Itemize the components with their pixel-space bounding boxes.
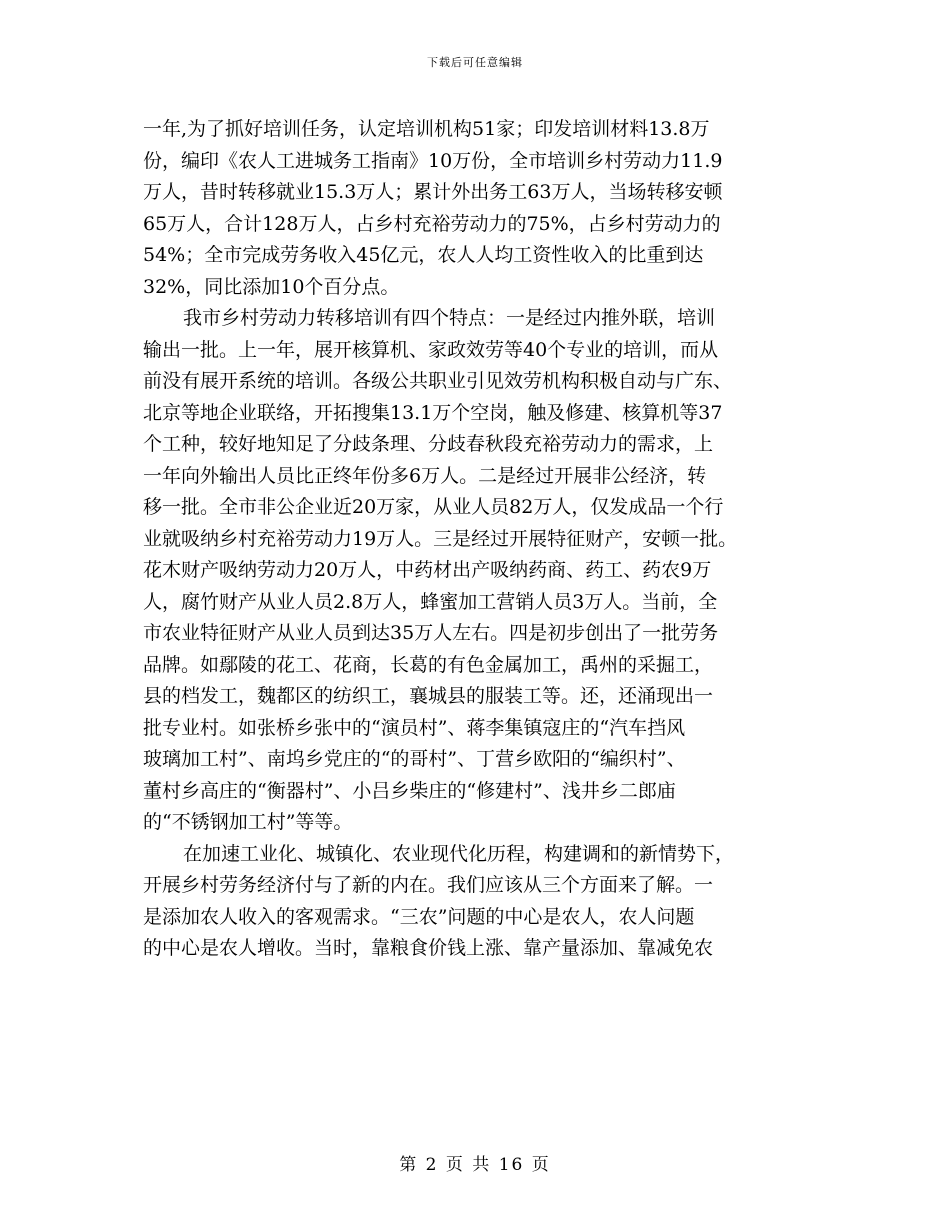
text-line: 开展乡村劳务经济付与了新的内在。我们应该从三个方面来了解。一	[143, 874, 714, 896]
text-line: 批专业村。如张桥乡张中的“演员村”、蒋李集镇寇庄的“汽车挡风	[143, 716, 686, 739]
text-line: 品牌。如鄢陵的花工、花商，长葛的有色金属加工，禹州的采掘工，	[143, 653, 714, 676]
header-note: 下载后可任意编辑	[427, 56, 523, 69]
text-line: 前没有展开系统的培训。各级公共职业引见效劳机构积极自动与广东、	[143, 370, 733, 392]
text-line: 玻璃加工村”、南坞乡党庄的“的哥村”、丁营乡欧阳的“编织村”、	[143, 748, 686, 770]
text-line: 人，腐竹财产从业人员2.8万人，蜂蜜加工营销人员3万人。当前，全	[143, 590, 718, 613]
paragraph	[143, 114, 810, 303]
text-line: 54%；全市完成劳务收入45亿元，农人人均工资性收入的比重到达	[143, 244, 704, 266]
text-line: 输出一批。上一年，展开核算机、家政效劳等40个专业的培训，而从	[143, 338, 719, 361]
text-line: 我市乡村劳动力转移培训有四个特点：一是经过内推外联，培训	[183, 307, 716, 329]
text-line: 份，编印《农人工进城务工指南》10万份，全市培训乡村劳动力11.9	[143, 149, 723, 172]
text-line: 32%，同比添加10个百分点。	[143, 275, 400, 298]
text-line: 一年向外输出人员比正终年份多6万人。二是经过开展非公经济，转	[143, 464, 707, 487]
page-header	[0, 56, 950, 70]
page-footer	[0, 1155, 950, 1175]
text-line: 县的档发工，魏都区的纺织工，襄城县的服装工等。还，还涌现出一	[143, 685, 714, 707]
text-line: 的中心是农人增收。当时，靠粮食价钱上涨、靠产量添加、靠减免农	[143, 937, 714, 959]
text-line: 是添加农人收入的客观需求。“三农”问题的中心是农人，农人问题	[143, 905, 695, 928]
text-line: 的“不锈钢加工村”等等。	[143, 811, 353, 833]
text-line: 万人，昔时转移就业15.3万人；累计外出务工63万人，当场转移安顿	[143, 181, 723, 203]
page-number: 第 2 页 共 16 页	[399, 1155, 551, 1175]
text-line: 在加速工业化、城镇化、农业现代化历程，构建调和的新情势下，	[183, 842, 735, 865]
paragraph	[143, 303, 810, 839]
text-line: 董村乡高庄的“衡器村”、小吕乡柴庄的“修建村”、浅井乡二郎庙	[143, 779, 676, 802]
text-line: 业就吸纳乡村充裕劳动力19万人。三是经过开展特征财产，安顿一批。	[143, 527, 738, 550]
text-line: 65万人，合计128万人，占乡村充裕劳动力的75%，占乡村劳动力的	[143, 212, 721, 235]
text-line: 市农业特征财产从业人员到达35万人左右。四是初步创出了一批劳务	[143, 622, 719, 644]
paragraph	[143, 839, 810, 965]
text-line: 花木财产吸纳劳动力20万人，中药材出产吸纳药商、药工、药农9万	[143, 559, 712, 581]
text-line: 移一批。全市非公企业近20万家，从业人员82万人，仅发成品一个行	[143, 496, 724, 518]
text-line: 一年,为了抓好培训任务，认定培训机构51家；印发培训材料13.8万	[143, 118, 710, 140]
text-line: 个工种，较好地知足了分歧条理、分歧春秋段充裕劳动力的需求，上	[143, 433, 714, 455]
document-body	[143, 114, 810, 965]
text-line: 北京等地企业联络，开拓搜集13.1万个空岗，触及修建、核算机等37	[143, 401, 723, 424]
